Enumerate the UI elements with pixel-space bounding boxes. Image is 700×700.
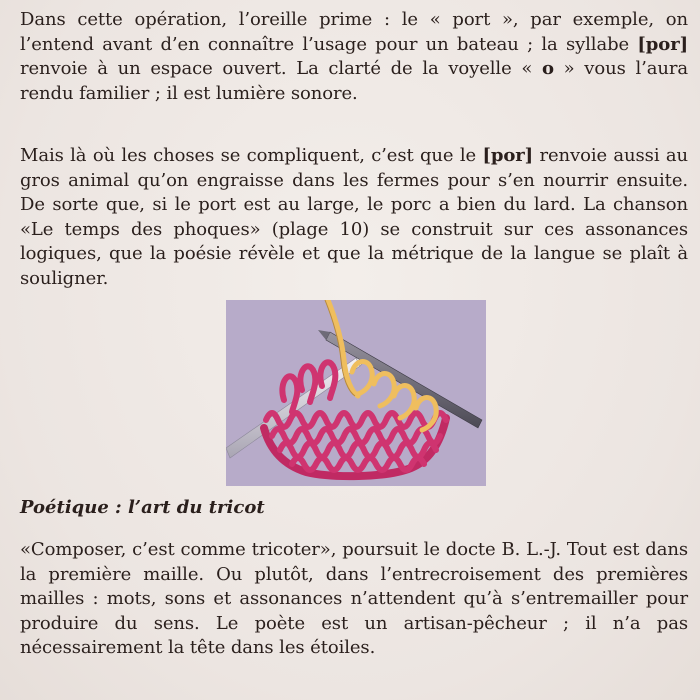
paragraph-1-text-b: renvoie à un espace ouvert. La clarté de la voyelle « <box>20 58 533 79</box>
paragraph-3: «Composer, c’est comme tricoter», poursuit le docte B. L.-J. Tout est dans la première maille. Ou plutôt, dans l’entrecroisement des premières mailles : mots, sons et assonances n’attendent qu’à s’entremailler pour produire du sens. Le poète est un artisan-pêcheur ; il n’a pas nécessairement la tête dans les étoiles. <box>20 539 688 658</box>
syllable-por-2: [por] <box>482 145 534 166</box>
paragraph-1-text-c: » vous l’aura rendu familier ; il est lumière sonore. <box>20 58 689 104</box>
section-heading: Poétique : l’art du tricot <box>20 497 265 518</box>
paragraph-1 <box>20 8 688 106</box>
syllable-por-1: [por] <box>637 33 688 55</box>
paragraph-1-text-a: Dans cette opération, l’oreille prime : le « port », par exemple, on l’entend avant d’en connaître l’usage pour un bateau ; la syllabe <box>20 9 688 55</box>
knitting-drawing <box>226 300 486 486</box>
knitting-illustration <box>226 300 486 486</box>
paragraph-2 <box>20 144 688 291</box>
paragraph-2-text-a: Mais là où les choses se compliquent, c’est que le <box>20 145 483 166</box>
vowel-o: o <box>542 58 554 79</box>
paragraph-2-text-b: renvoie aussi au gros animal qu’on engraisse dans les fermes pour s’en nourrir ensuite. De sorte que, si le port est au large, le porc a bien du lard. La chanson «Le temps des phoques» (plage 10) se construit sur ces assonances logiques, que la poésie révèle et que la métrique de la langue se plaît à souligner. <box>20 145 688 289</box>
